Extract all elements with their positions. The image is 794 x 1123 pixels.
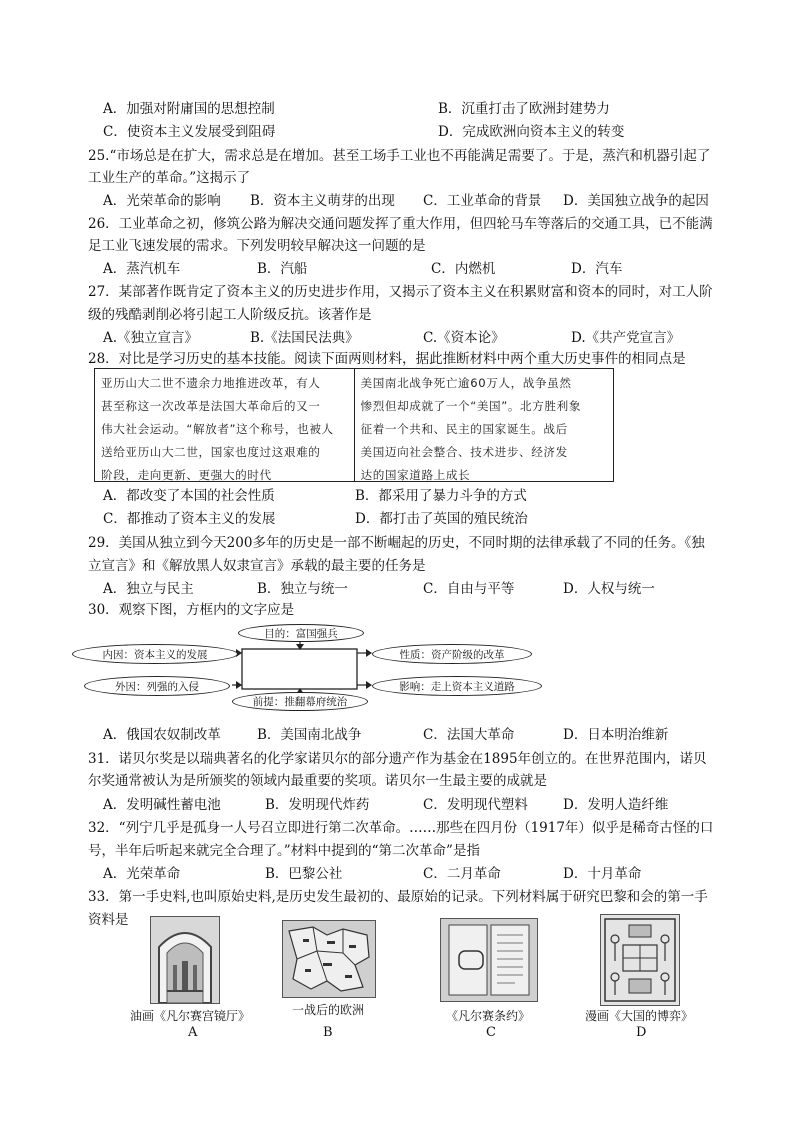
q33-image-b-map[interactable] (282, 920, 376, 998)
q33-letter-b: B (323, 1025, 333, 1040)
q29-option-b[interactable]: B．独立与统一 (257, 581, 348, 597)
q33-caption-a: 油画《凡尔赛宫镜厅》 (130, 1009, 251, 1023)
q32-option-c[interactable]: C．二月革命 (423, 866, 501, 882)
q26-option-b[interactable]: B．汽船 (257, 261, 308, 277)
q30-option-b[interactable]: B．美国南北战争 (257, 727, 362, 743)
q31-option-a[interactable]: A．发明碱性蓄电池 (103, 797, 221, 813)
q30-answer-box (242, 649, 357, 689)
q30-stem-line1: 30．观察下图，方框内的文字应是 (88, 602, 295, 618)
q32-stem-line1: 32．“列宁几乎是孤身一人号召立即进行第二次革命。……那些在四月份（1917年）似乎是稀奇古怪的口 (88, 820, 714, 836)
q33-letter-d: D (636, 1025, 647, 1040)
q33-image-d-cartoon[interactable] (600, 914, 680, 1006)
q28-stem-line1: 28．对比是学习历史的基本技能。阅读下面两则材料，据此推断材料中两个重大历史事件的相同点是 (88, 351, 686, 367)
q29-option-d[interactable]: D．人权与统一 (563, 581, 655, 597)
q31-option-c[interactable]: C．发明现代塑料 (423, 797, 528, 813)
q27-stem-line1: 27．某部著作既肯定了资本主义的历史进步作用，又揭示了资本主义在积累财富和资本的同时，对工人阶 (88, 284, 713, 300)
q25-option-c[interactable]: C．工业革命的背景 (423, 193, 542, 209)
q29-option-c[interactable]: C．自由与平等 (423, 581, 515, 597)
q25-option-a[interactable]: A．光荣革命的影响 (103, 193, 221, 209)
q28-option-b[interactable]: B．都采用了暴力斗争的方式 (355, 488, 527, 504)
q31-stem-line1: 31．诺贝尔奖是以瑞典著名的化学家诺贝尔的部分遗产作为基金在1895年创立的。在世界范围内，诺贝 (88, 751, 707, 767)
q29-stem-line2: 立宣言》和《解放黑人奴隶宣言》承载的最主要的任务是 (88, 558, 426, 574)
q30-oval-right-top: 性质：资产阶级的改革 (372, 644, 532, 664)
q26-option-d[interactable]: D．汽车 (571, 261, 623, 277)
q26-option-c[interactable]: C．内燃机 (431, 261, 496, 277)
q32-stem-line2: 号，半年后听起来就完全合理了。”材料中提到的“第二次革命”是指 (88, 843, 480, 859)
q28-option-c[interactable]: C．都推动了资本主义的发展 (103, 511, 276, 527)
q32-option-a[interactable]: A．光荣革命 (103, 866, 181, 882)
q27-option-a[interactable]: A.《独立宣言》 (103, 330, 199, 346)
q31-option-d[interactable]: D．发明人造纤维 (563, 797, 669, 813)
q26-option-a[interactable]: A．蒸汽机车 (103, 261, 181, 277)
q33-letter-a: A (188, 1025, 198, 1040)
q31-option-b[interactable]: B．发明现代炸药 (265, 797, 370, 813)
q32-option-b[interactable]: B．巴黎公社 (265, 866, 343, 882)
q26-stem-line2: 足工业飞速发展的需求。下列发明较早解决这一问题的是 (88, 238, 426, 254)
prev-option-d[interactable]: D．完成欧洲向资本主义的转变 (438, 124, 625, 140)
prev-option-c[interactable]: C．使资本主义发展受到阻碍 (103, 124, 276, 140)
q27-option-b[interactable]: B.《法国民法典》 (250, 330, 359, 346)
q28-option-a[interactable]: A．都改变了本国的社会性质 (103, 488, 275, 504)
q28-material-left: 亚历山大二世不遗余力地推进改革，有人 甚至称这一次改革是法国大革命后的又一 伟大社会运动。“解放者”这个称号，也被人 送给亚历山大二世，国家也度过这艰难的 阶段，走向更新、更强大的时代 (95, 369, 355, 481)
q30-oval-bottom: 前提：推翻幕府统治 (232, 692, 368, 711)
prev-option-b[interactable]: B．沉重打击了欧洲封建势力 (438, 101, 610, 117)
q33-caption-b: 一战后的欧洲 (291, 1003, 364, 1017)
q30-diagram (72, 622, 592, 712)
q25-option-d[interactable]: D．美国独立战争的起因 (563, 193, 709, 209)
q32-option-d[interactable]: D．十月革命 (563, 866, 642, 882)
prev-option-a[interactable]: A．加强对附庸国的思想控制 (103, 101, 275, 117)
q30-oval-left-top: 内因：资本主义的发展 (72, 644, 238, 664)
q29-stem-line1: 29．美国从独立到今天200多年的历史是一部不断崛起的历史，不同时期的法律承载了不同的任务。《独 (88, 535, 705, 551)
q28-material-table (94, 368, 614, 482)
q30-option-d[interactable]: D．日本明治维新 (563, 727, 669, 743)
q33-image-c-treaty[interactable] (440, 918, 538, 1002)
q33-stem-line2: 资料是 (88, 912, 129, 928)
q25-option-b[interactable]: B．资本主义萌芽的出现 (250, 193, 395, 209)
q33-letter-c: C (486, 1025, 496, 1040)
q30-arrowhead-left-bottom (236, 681, 242, 689)
q30-oval-top: 目的：富国强兵 (238, 624, 364, 642)
q28-option-d[interactable]: D．都打击了英国的殖民统治 (355, 511, 528, 527)
q27-stem-line2: 级的残酷剥削必将引起工人阶级反抗。该著作是 (88, 307, 372, 323)
q28-material-right: 美国南北战争死亡逾60万人，战争虽然 惨烈但却成就了一个“美国”。北方胜利象 征着一个共和、民主的国家诞生。战后 美国迈向社会整合、技术进步、经济发 达的国家道路上成长 (360, 376, 582, 481)
q30-option-a[interactable]: A．俄国农奴制改革 (103, 727, 221, 743)
q27-option-c[interactable]: C.《资本论》 (423, 330, 505, 346)
q30-option-c[interactable]: C．法国大革命 (423, 727, 515, 743)
q30-oval-right-bottom: 影响：走上资本主义道路 (372, 676, 542, 696)
q26-stem-line1: 26．工业革命之初，修筑公路为解决交通问题发挥了重大作用，但四轮马车等落后的交通工具，已不能满 (88, 216, 713, 232)
q33-caption-c: 《凡尔赛条约》 (445, 1009, 530, 1023)
q25-stem-line2: 工业生产的革命。”这揭示了 (88, 170, 251, 186)
q33-image-a-painting[interactable] (150, 916, 220, 1004)
q25-stem-line1: 25.“市场总是在扩大，需求总是在增加。甚至工场手工业也不再能满足需要了。于是，蒸汽和机器引起了 (88, 148, 711, 164)
q30-oval-left-bottom: 外因：列强的入侵 (84, 676, 230, 696)
q27-option-d[interactable]: D.《共产党宣言》 (571, 330, 681, 346)
q31-stem-line2: 尔奖通常被认为是所颁奖的领域内最重要的奖项。诺贝尔一生最主要的成就是 (88, 773, 547, 789)
q33-caption-d: 漫画《大国的博弈》 (584, 1009, 693, 1023)
q33-stem-line1: 33．第一手史料,也叫原始史料,是历史发生最初的、最原始的记录。下列材料属于研究巴黎和会的第一手 (88, 889, 708, 905)
q29-option-a[interactable]: A．独立与民主 (103, 581, 194, 597)
